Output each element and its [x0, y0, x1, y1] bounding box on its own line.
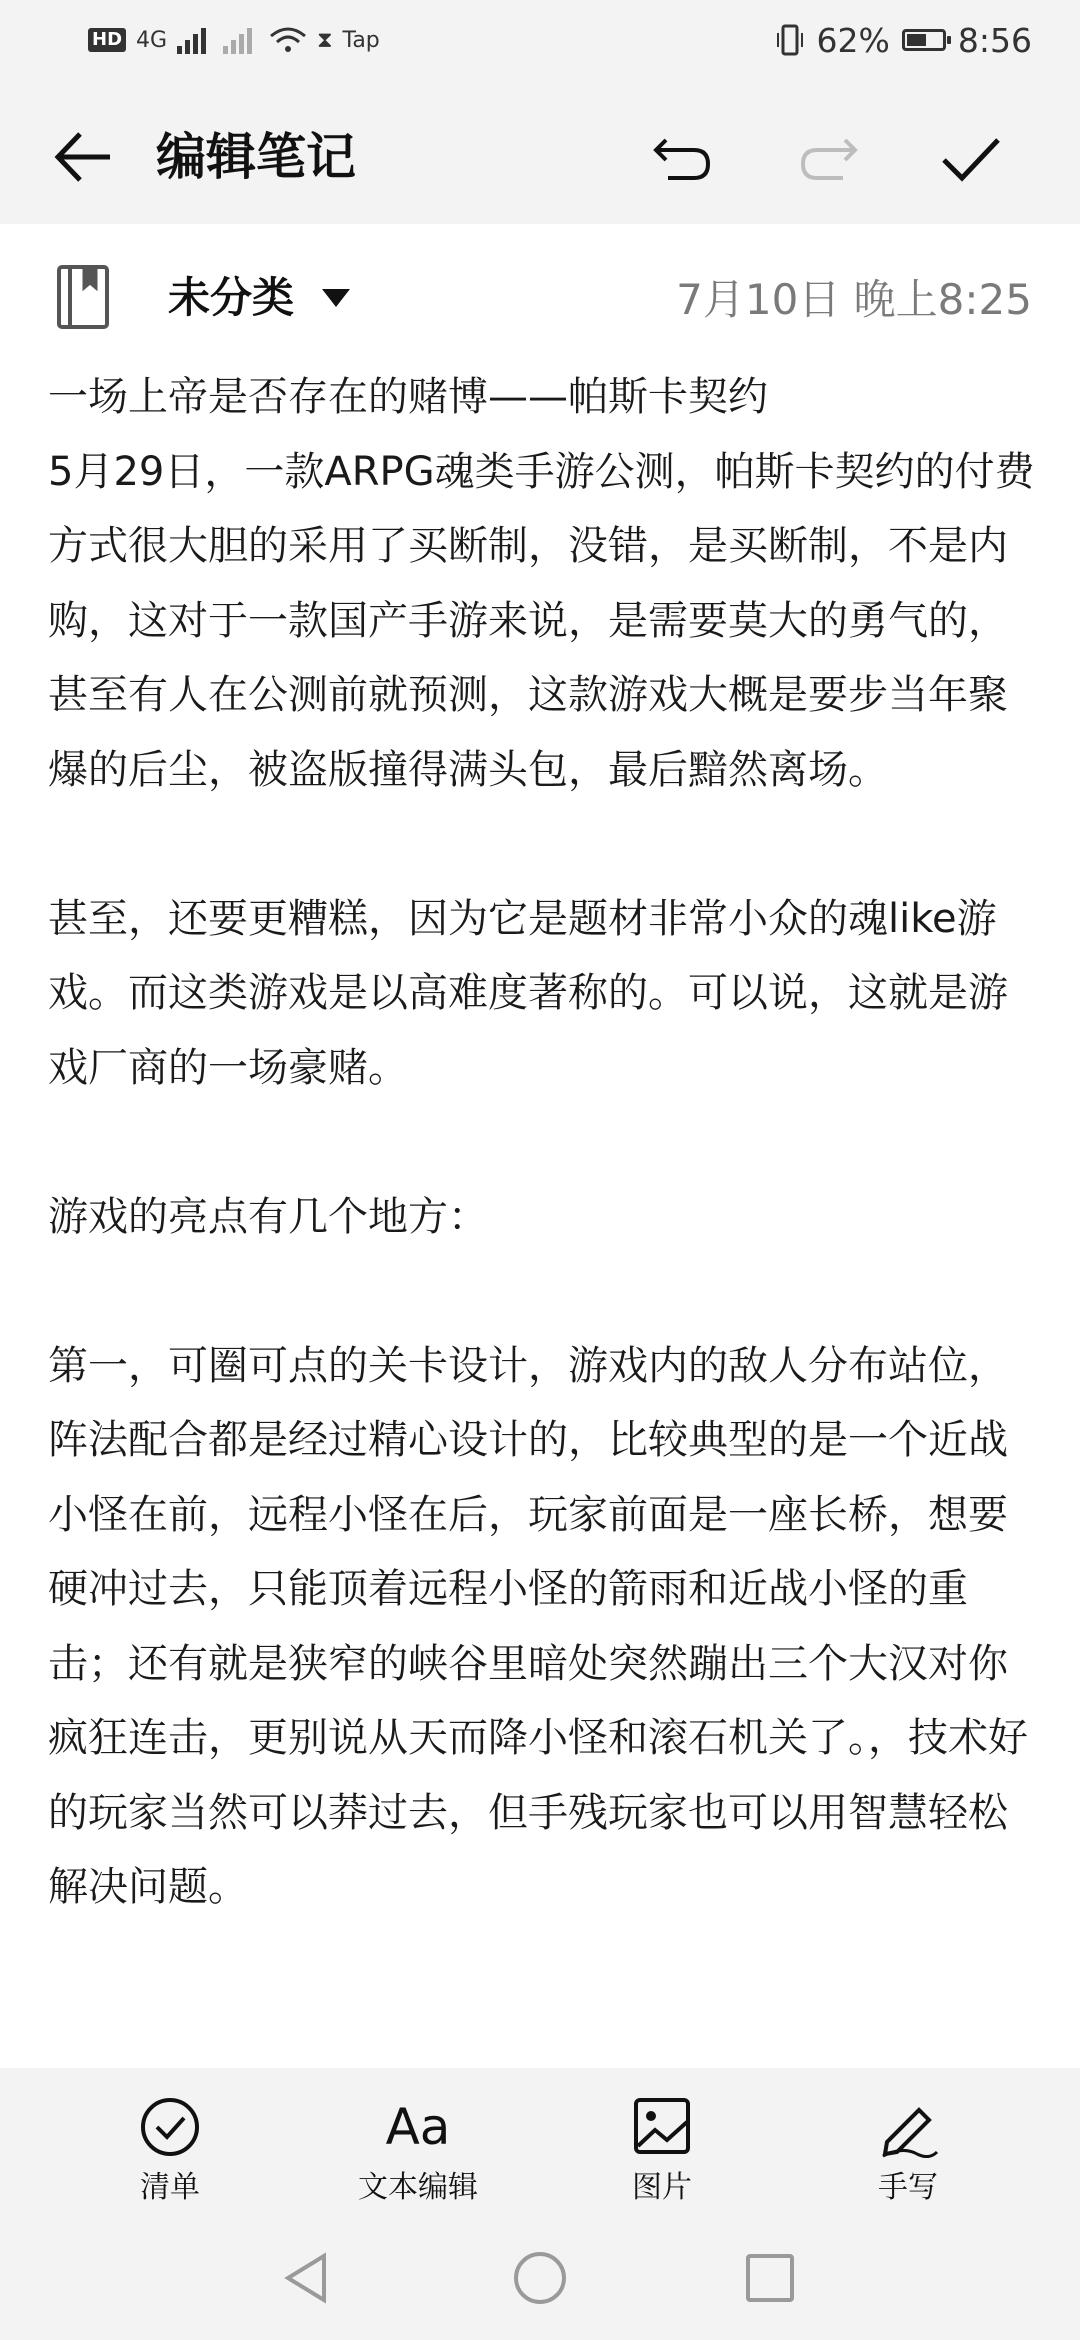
text-edit-button[interactable]: [318, 2096, 518, 2206]
note-body[interactable]: [48, 360, 1038, 1925]
back-arrow-icon[interactable]: [48, 122, 118, 192]
category-label: 未分类: [168, 273, 295, 322]
signal-icon: [177, 26, 213, 54]
title-bar: [0, 80, 1080, 224]
nav-back-icon[interactable]: [278, 2248, 338, 2308]
battery-level: [907, 34, 927, 46]
tap-label: Tap: [342, 27, 380, 53]
status-right: [775, 14, 1032, 66]
hourglass-icon: ⧗: [317, 27, 333, 53]
notebook-icon[interactable]: [56, 264, 110, 330]
checklist-label: 清单: [140, 2170, 200, 2205]
dropdown-triangle-icon: [322, 289, 350, 307]
clock: 8:56: [957, 20, 1032, 60]
image-button[interactable]: [562, 2096, 762, 2206]
note-date: 7月10日 晚上8:25: [676, 275, 1032, 324]
nav-home-icon[interactable]: [510, 2248, 570, 2308]
note-paragraph: [48, 1254, 1038, 1329]
checklist-button[interactable]: [70, 2096, 270, 2206]
battery-percent: 62%: [816, 20, 890, 60]
text-edit-label: 文本编辑: [358, 2170, 478, 2205]
edit-toolbar: [0, 2068, 1080, 2212]
handwrite-label: 手写: [878, 2170, 938, 2205]
battery-icon: [902, 29, 946, 51]
undo-icon[interactable]: [650, 126, 716, 192]
image-label: 图片: [632, 2170, 692, 2205]
vibrate-icon: [775, 23, 805, 57]
status-indicators: [88, 18, 380, 62]
checklist-icon: [135, 2096, 205, 2158]
handwrite-button[interactable]: [808, 2096, 1008, 2206]
network-4g-label: 4G: [136, 27, 168, 53]
signal-secondary-icon: [223, 26, 259, 54]
page-title: 编辑笔记: [156, 128, 356, 186]
nav-recents-icon[interactable]: [740, 2248, 800, 2308]
note-paragraph: 游戏的亮点有几个地方：: [48, 1193, 488, 1240]
category-selector[interactable]: [168, 270, 350, 326]
note-paragraph: 一场上帝是否存在的赌博——帕斯卡契约 5月29日，一款ARPG魂类手游公测，帕斯卡契约的付费方式很大胆的采用了买断制，没错，是买断制，不是内购，这对于一款国产手游来说，是需要莫大的勇气的，甚至有人在公测前就预测，这款游戏大概是要步当年聚爆的后尘，被盗版撞得满头包，最后黯然离场。: [48, 374, 1035, 793]
status-bar: [0, 0, 1080, 80]
checkmark-icon[interactable]: [938, 126, 1004, 192]
handwrite-icon: [873, 2096, 943, 2158]
note-paragraph: 甚至，还要更糟糕，因为它是题材非常小众的魂like游戏。而这类游戏是以高难度著称的。可以说，这就是游戏厂商的一场豪赌。: [48, 895, 1008, 1091]
wifi-icon: [269, 26, 307, 54]
system-nav-bar: [0, 2212, 1080, 2340]
text-format-icon: Aa: [385, 2098, 451, 2156]
note-meta-row: [0, 224, 1080, 354]
image-icon: [627, 2096, 697, 2158]
note-paragraph: [48, 1105, 1038, 1180]
note-paragraph: [48, 807, 1038, 882]
hd-badge: HD: [88, 28, 126, 52]
note-paragraph: 第一，可圈可点的关卡设计，游戏内的敌人分布站位，阵法配合都是经过精心设计的，比较典型的是一个近战小怪在前，远程小怪在后，玩家前面是一座长桥，想要硬冲过去，只能顶着远程小怪的箭雨和近战小怪的重击；还有就是狭窄的峡谷里暗处突然蹦出三个大汉对你疯狂连击，更别说从天而降小怪和滚石机关了。，技术好的玩家当然可以莽过去，但手残玩家也可以用智慧轻松解决问题。: [48, 1342, 1028, 1910]
redo-icon[interactable]: [795, 126, 861, 192]
